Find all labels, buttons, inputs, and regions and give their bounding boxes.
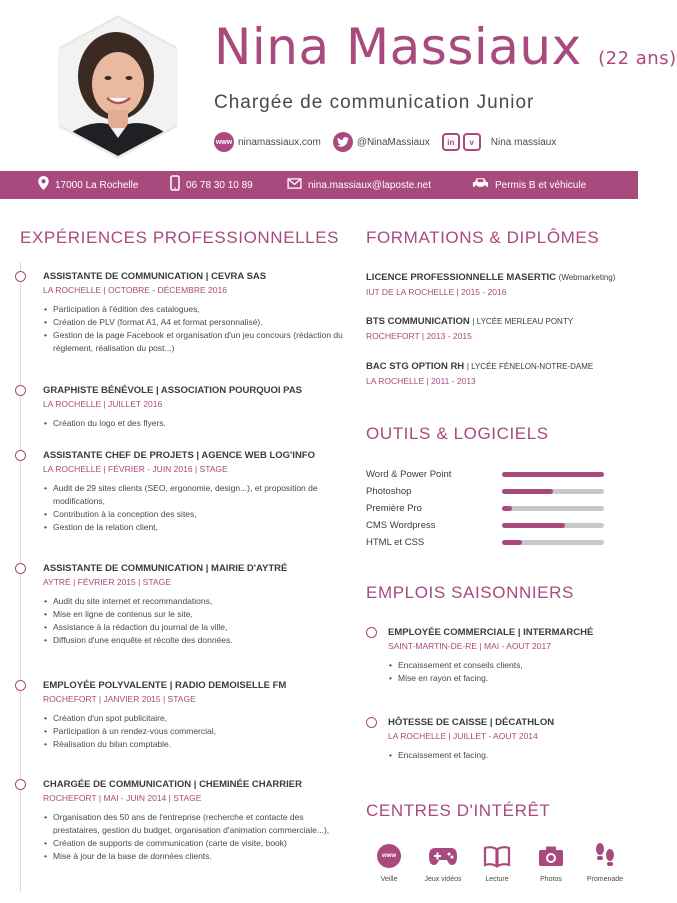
formation-subtitle: LA ROCHELLE | 2011 - 2013 xyxy=(366,376,476,386)
email-text: nina.massiaux@laposte.net xyxy=(308,179,431,191)
formation-detail: | LYCÉE FÉNELON-NOTRE-DAME xyxy=(466,362,594,371)
formation-title: BTS COMMUNICATION xyxy=(366,316,470,327)
timeline-dot xyxy=(15,779,26,790)
map-pin-icon xyxy=(38,176,49,194)
email-item xyxy=(287,178,431,193)
phone-text: 06 78 30 10 89 xyxy=(186,179,253,191)
website-link[interactable] xyxy=(214,132,321,152)
location-item xyxy=(38,176,138,194)
seasonal-item xyxy=(388,627,628,685)
experience-item xyxy=(43,680,343,751)
formation-item xyxy=(366,361,628,386)
skills-list xyxy=(366,466,606,551)
seasonal-bullet: • Mise en rayon et facing. xyxy=(388,672,628,685)
timeline-dot xyxy=(15,450,26,461)
skill-row xyxy=(366,500,606,517)
skill-name: Première Pro xyxy=(366,503,422,514)
linkedin-text: Nina massiaux xyxy=(490,136,557,148)
skill-bar xyxy=(502,472,604,477)
timeline-line xyxy=(20,262,21,892)
experience-subtitle: ROCHEFORT | JANVIER 2015 | STAGE xyxy=(43,694,196,704)
experience-title: GRAPHISTE BÉNÉVOLE | ASSOCIATION POURQUOI PAS xyxy=(43,385,303,396)
experience-item xyxy=(43,450,343,534)
website-text: ninamassiaux.com xyxy=(238,136,321,148)
name-text: Nina Massiaux xyxy=(214,18,582,76)
timeline-dot xyxy=(15,680,26,691)
timeline-dot xyxy=(15,385,26,396)
job-title: Chargée de communication Junior xyxy=(214,92,535,113)
formation-title: LICENCE PROFESSIONNELLE MASERTIC xyxy=(366,272,557,283)
experience-bullet: • Création de supports de communication (carte de visite, book) xyxy=(43,837,343,850)
interest-label: Veille xyxy=(380,876,398,883)
interest-label: Photos xyxy=(540,876,562,883)
formation-subtitle: IUT DE LA ROCHELLE | 2015 - 2016 xyxy=(366,287,507,297)
globe-icon: www xyxy=(214,132,234,152)
candidate-name xyxy=(214,18,677,76)
experience-bullet: • Réalisation du bilan comptable. xyxy=(43,738,343,751)
experience-item xyxy=(43,779,343,863)
experience-bullet: • Audit de 29 sites clients (SEO, ergonomie, design...), et proposition de modifications, xyxy=(43,482,343,508)
timeline-dot xyxy=(15,271,26,282)
experience-item xyxy=(43,563,343,647)
seasonal-bullet: • Encaissement et conseils clients, xyxy=(388,659,628,672)
experience-bullet: • Audit du site internet et recommandations, xyxy=(43,595,343,608)
formations-heading: FORMATIONS & DIPLÔMES xyxy=(366,228,600,247)
formation-subtitle: ROCHEFORT | 2013 - 2015 xyxy=(366,331,472,341)
experience-bullet: • Mise à jour de la base de données clients. xyxy=(43,850,343,863)
experience-subtitle: ROCHEFORT | MAI - JUIN 2014 | STAGE xyxy=(43,793,202,803)
experience-title: CHARGÉE DE COMMUNICATION | CHEMINÉE CHARRIER xyxy=(43,779,302,790)
experience-bullet: • Contribution à la conception des sites, xyxy=(43,508,343,521)
seasonal-item xyxy=(388,717,628,762)
twitter-link[interactable] xyxy=(333,132,430,152)
experience-subtitle: LA ROCHELLE | JUILLET 2016 xyxy=(43,399,163,409)
skill-name: Word & Power Point xyxy=(366,469,452,480)
experience-title: EMPLOYÉE POLYVALENTE | RADIO DEMOISELLE FM xyxy=(43,680,287,691)
formation-title: BAC STG OPTION RH xyxy=(366,361,465,372)
tools-heading: OUTILS & LOGICIELS xyxy=(366,424,549,443)
skill-row xyxy=(366,466,606,483)
experience-bullet: • Mise en ligne de contenus sur le site, xyxy=(43,608,343,621)
experience-title: ASSISTANTE DE COMMUNICATION | MAIRIE D'AYTRÉ xyxy=(43,563,288,574)
license-item xyxy=(472,177,586,193)
skill-bar xyxy=(502,489,604,494)
experiences-heading: EXPÉRIENCES PROFESSIONNELLES xyxy=(20,228,340,247)
book-icon xyxy=(483,842,511,870)
experience-bullet: • Organisation des 50 ans de l'entreprise (recherche et contacte des prestataires, gestion du budget, organisation d'animation commerciale...), xyxy=(43,811,343,837)
interest-label: Promenade xyxy=(586,876,624,883)
formation-detail: | LYCÉE MERLEAU PONTY xyxy=(472,317,574,326)
experience-bullet: • Création d'un spot publicitaire, xyxy=(43,712,343,725)
contact-band xyxy=(0,171,638,199)
interest-item xyxy=(578,842,632,883)
skill-bar xyxy=(502,506,604,511)
twitter-handle: @NinaMassiaux xyxy=(356,136,430,148)
interests-list xyxy=(362,842,632,883)
experience-bullet: • Gestion de la page Facebook et organisation d'un jeu concours (rédaction du réglement, réalisation du post...) xyxy=(43,329,343,355)
skill-bar-fill xyxy=(502,523,565,528)
interest-item xyxy=(416,842,470,883)
experience-bullet: • Gestion de la relation client, xyxy=(43,521,343,534)
location-text: 17000 La Rochelle xyxy=(55,179,139,191)
seasonal-subtitle: SAINT-MARTIN-DE-RE | MAI - AOUT 2017 xyxy=(388,641,551,651)
seasonal-title: HÔTESSE DE CAISSE | DÉCATHLON xyxy=(388,717,555,728)
interest-item xyxy=(362,842,416,883)
seasonal-heading: EMPLOIS SAISONNIERS xyxy=(366,583,574,602)
timeline-dot xyxy=(366,717,377,728)
experience-item xyxy=(43,385,343,430)
formation-detail: (Webmarketing) xyxy=(558,273,616,282)
linkedin-icon: in xyxy=(442,133,460,151)
age: (22 ans) xyxy=(598,48,677,69)
skill-name: Photoshop xyxy=(366,486,412,497)
skill-name: CMS Wordpress xyxy=(366,520,436,531)
interest-item xyxy=(524,842,578,883)
linkedin-link[interactable] xyxy=(442,133,557,151)
formation-item xyxy=(366,316,628,341)
seasonal-subtitle: LA ROCHELLE | JUILLET - AOUT 2014 xyxy=(388,731,538,741)
profile-photo xyxy=(52,14,184,160)
social-links xyxy=(214,132,568,152)
skill-bar-fill xyxy=(502,472,604,477)
timeline-dot xyxy=(366,627,377,638)
interest-label: Lecture xyxy=(485,876,509,883)
experience-bullet: • Participation à un rendez-vous commercial, xyxy=(43,725,343,738)
skill-name: HTML et CSS xyxy=(366,537,425,548)
skill-bar xyxy=(502,540,604,545)
skill-row xyxy=(366,483,606,500)
skill-bar-fill xyxy=(502,540,522,545)
experience-title: ASSISTANTE CHEF DE PROJETS | AGENCE WEB LOG'INFO xyxy=(43,450,315,461)
seasonal-title: EMPLOYÉE COMMERCIALE | INTERMARCHÉ xyxy=(388,627,594,638)
formation-item xyxy=(366,272,628,297)
experience-item xyxy=(43,271,343,355)
skill-row xyxy=(366,534,606,551)
experience-subtitle: AYTRÉ | FÉVRIER 2015 | STAGE xyxy=(43,577,171,587)
experience-subtitle: LA ROCHELLE | FÉVRIER - JUIN 2016 | STAGE xyxy=(43,464,228,474)
globe-icon xyxy=(375,842,403,870)
interest-item xyxy=(470,842,524,883)
experience-bullet: • Assistance à la rédaction du journal de la ville, xyxy=(43,621,343,634)
footprints-icon xyxy=(591,842,619,870)
experience-bullet: • Création du logo et des flyers. xyxy=(43,417,343,430)
car-icon xyxy=(472,177,489,193)
interest-label: Jeux vidéos xyxy=(424,876,462,883)
license-text: Permis B et véhicule xyxy=(495,179,587,191)
phone-item xyxy=(170,175,253,195)
phone-icon xyxy=(170,175,180,195)
timeline-dot xyxy=(15,563,26,574)
experience-bullet: • Création de PLV (format A1, A4 et format personnalisé). xyxy=(43,316,343,329)
experience-bullet: • Participation à l'édition des catalogues, xyxy=(43,303,343,316)
experience-bullet: • Diffusion d'une enquête et récolte des données. xyxy=(43,634,343,647)
seasonal-bullet: • Encaissement et facing. xyxy=(388,749,628,762)
camera-icon xyxy=(537,842,565,870)
globe-icon-text: www xyxy=(377,844,401,868)
experience-subtitle: LA ROCHELLE | OCTOBRE - DÉCEMBRE 2016 xyxy=(43,285,227,295)
skill-bar-fill xyxy=(502,489,553,494)
viadeo-icon: v xyxy=(463,133,481,151)
gamepad-icon xyxy=(429,842,457,870)
interests-heading: CENTRES D'INTÉRÊT xyxy=(366,801,551,820)
skill-bar xyxy=(502,523,604,528)
experience-title: ASSISTANTE DE COMMUNICATION | CEVRA SAS xyxy=(43,271,267,282)
skill-row xyxy=(366,517,606,534)
twitter-icon xyxy=(333,132,353,152)
mail-icon xyxy=(287,178,302,193)
skill-bar-fill xyxy=(502,506,512,511)
